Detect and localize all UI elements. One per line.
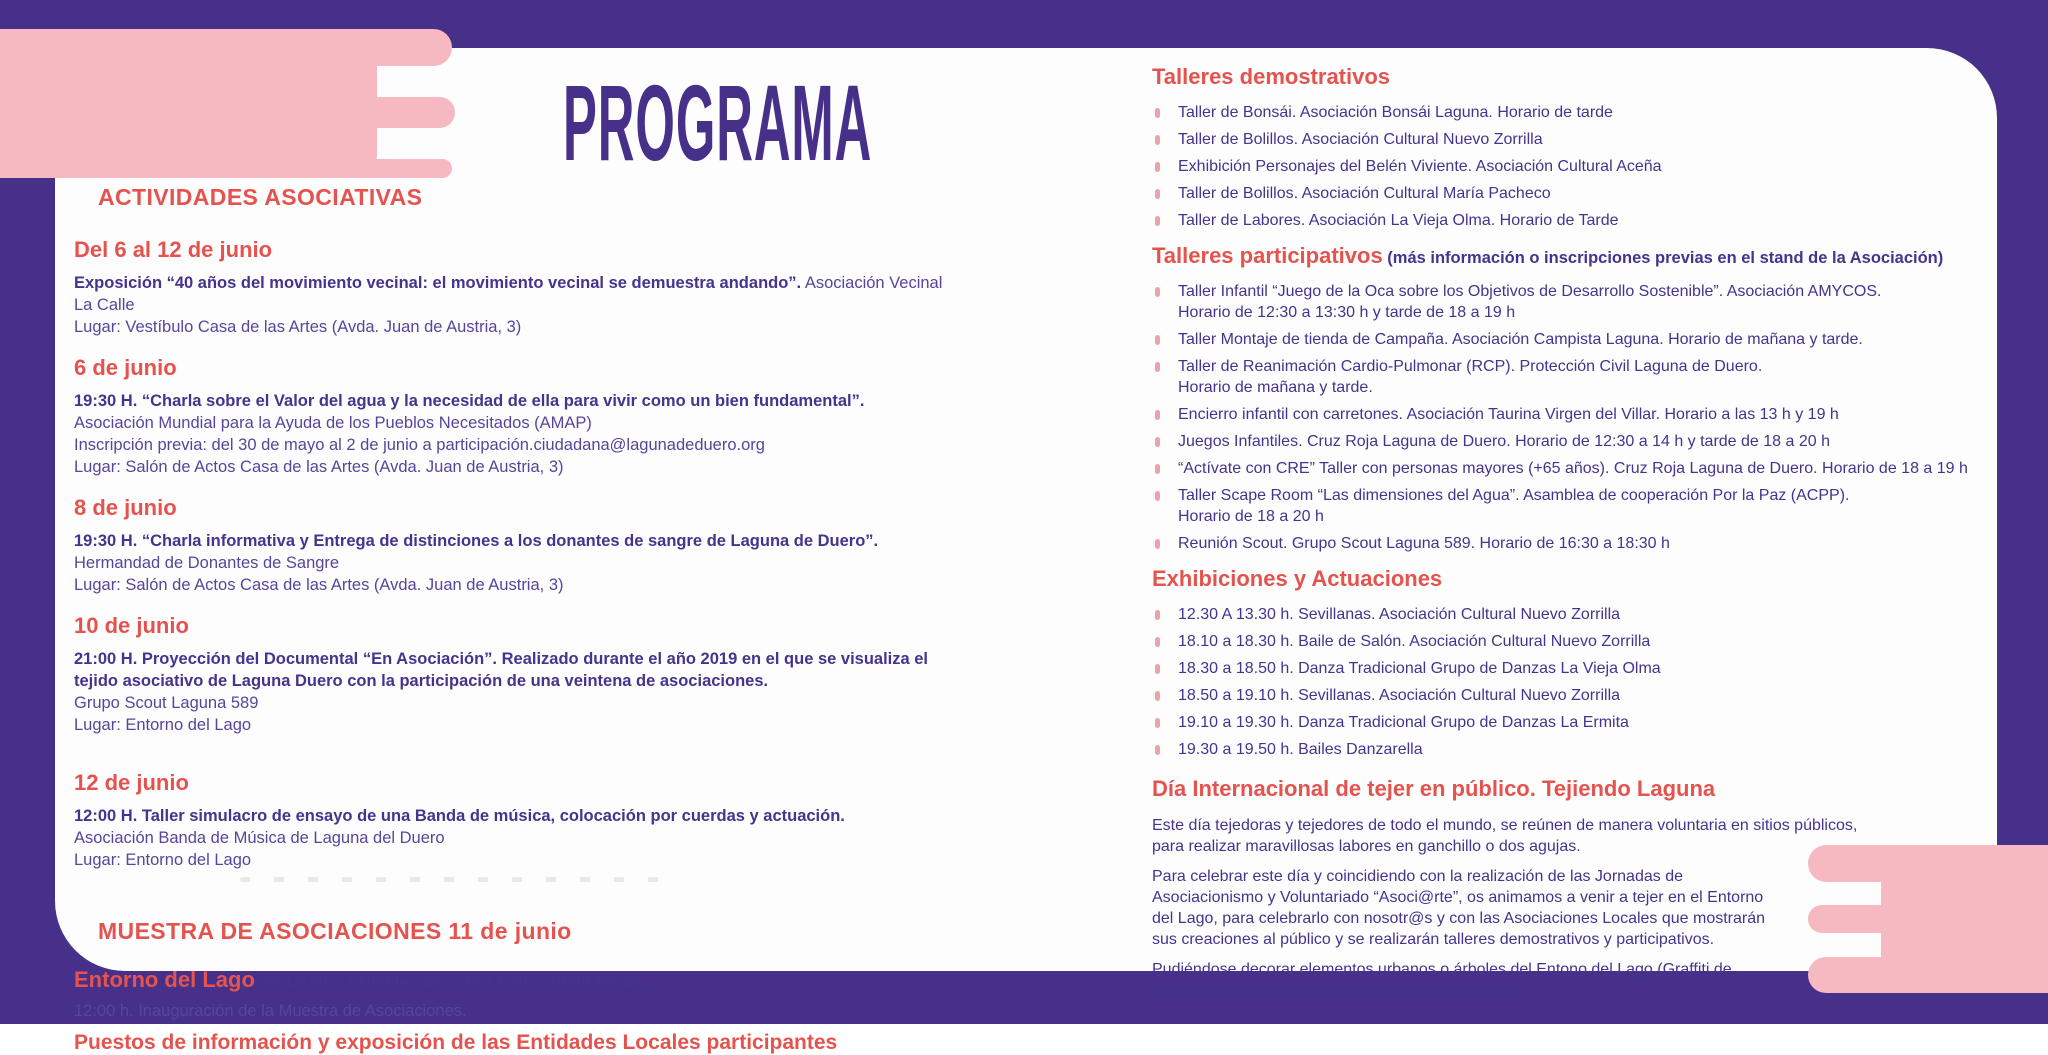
pink-finger: [200, 97, 455, 128]
event-date: Del 6 al 12 de junio: [74, 237, 273, 262]
event-text: 19:30 H. “Charla informativa y Entrega de distinciones a los donantes de sangre de Laguna de Duero”.: [74, 532, 879, 550]
paragraph: [1152, 815, 1892, 857]
list-item: [1152, 739, 1992, 760]
event-text: Asociación Mundial para la Ayuda de los Pueblos Necesitados (AMAP): [74, 414, 592, 432]
list-item-line: Reunión Scout. Grupo Scout Laguna 589. Horario de 16:30 a 18:30 h: [1178, 535, 1670, 552]
event-line: [74, 849, 946, 871]
bullet-icon: [1155, 189, 1160, 199]
bullet-icon: [1155, 610, 1160, 620]
bullet-icon: [1155, 691, 1160, 701]
list-item: [1152, 404, 1992, 425]
event-text: Lugar: Entorno del Lago: [74, 851, 252, 869]
list-item: [1152, 458, 1992, 479]
event-line: [74, 412, 946, 434]
list-item-line: 18.30 a 18.50 h. Danza Tradicional Grupo de Danzas La Vieja Olma: [1178, 660, 1661, 677]
bullet-icon: [1155, 745, 1160, 755]
event-text: Lugar: Salón de Actos Casa de las Artes (Avda. Juan de Austria, 3): [74, 576, 564, 594]
event-date: 8 de junio: [74, 495, 177, 520]
left-column: [74, 184, 946, 1055]
list-item-text: [1178, 631, 1992, 652]
event-line: [74, 316, 946, 338]
list-item-text: [1178, 712, 1992, 733]
bullet-list: [1152, 281, 1992, 554]
list-item-text: [1178, 404, 1992, 425]
event-line: [74, 648, 946, 670]
bullet-icon: [1155, 362, 1160, 372]
list-item-text: [1178, 458, 1992, 479]
event-line: [74, 574, 946, 596]
paragraph-line: del Lago, para celebrarlo con nosotr@s y con las Asociaciones Locales que mostrarán: [1152, 910, 1766, 927]
event-date: 10 de junio: [74, 613, 189, 638]
list-item-line: Juegos Infantiles. Cruz Roja Laguna de Duero. Horario de 12:30 a 14 h y tarde de 18 a 20 h: [1178, 433, 1830, 450]
event-line: [74, 456, 946, 478]
event-text: Lugar: Vestíbulo Casa de las Artes (Avda. Juan de Austria, 3): [74, 318, 522, 336]
right-column: [1152, 64, 1992, 1010]
list-item: [1152, 604, 1992, 625]
list-item-line: Encierro infantil con carretones. Asociación Taurina Virgen del Villar. Horario a las 13 h y 19 h: [1178, 406, 1839, 423]
list-item-line: Taller de Bolillos. Asociación Cultural María Pacheco: [1178, 185, 1551, 202]
event-text: Grupo Scout Laguna 589: [74, 694, 259, 712]
list-item: [1152, 329, 1992, 350]
program-section: [1152, 64, 1992, 231]
list-item-line: Taller de Bonsái. Asociación Bonsái Laguna. Horario de tarde: [1178, 104, 1613, 121]
list-item: [1152, 156, 1992, 177]
bullet-list: [1152, 604, 1992, 760]
event-line: [74, 552, 946, 574]
pink-finger: [200, 29, 452, 66]
bullet-icon: [1155, 718, 1160, 728]
section-heading-note: (más información o inscripciones previas en el stand de la Asociación): [1382, 249, 1944, 267]
section-heading: [1152, 566, 1992, 592]
event-block: [74, 495, 946, 596]
list-item: [1152, 281, 1992, 323]
list-item-text: [1178, 739, 1992, 760]
program-section: [1152, 243, 1992, 554]
list-item-text: [1178, 183, 1992, 204]
pink-hand-shape-top-left: [0, 29, 460, 179]
list-item-text: [1178, 281, 1992, 323]
event-block: [74, 770, 946, 871]
event-text: Hermandad de Donantes de Sangre: [74, 554, 340, 572]
list-item-text: [1178, 356, 1992, 398]
list-item-text: [1178, 129, 1992, 150]
event-line: [74, 390, 946, 412]
event-line: [74, 272, 946, 316]
event-text: Lugar: Entorno del Lago: [74, 716, 252, 734]
list-item-line: 12.30 A 13.30 h. Sevillanas. Asociación Cultural Nuevo Zorrilla: [1178, 606, 1621, 623]
list-item-text: [1178, 431, 1992, 452]
event-text: Asociación Vecinal La Calle: [74, 274, 943, 314]
event-text: 21:00 H. Proyección del Documental “En Asociación”. Realizado durante el año 2019 en el que se visualiza el: [74, 650, 929, 668]
paragraph: [1152, 959, 1892, 1001]
event-text: Asociación Banda de Música de Laguna del Duero: [74, 829, 445, 847]
bullet-icon: [1155, 539, 1160, 549]
list-item: [1152, 102, 1992, 123]
list-item: [1152, 533, 1992, 554]
muestra-footer: Puestos de información y exposición de las Entidades Locales participantes: [74, 1031, 838, 1054]
list-item-text: [1178, 685, 1992, 706]
paragraph-line: Asociacionismo y Voluntariado “Asoci@rte”, os animamos a venir a tejer en el Entorno: [1152, 889, 1764, 906]
list-item-line: Taller Scape Room “Las dimensiones del Agua”. Asamblea de cooperación Por la Paz (ACPP).: [1178, 487, 1850, 504]
event-line: [74, 530, 946, 552]
list-item-line: Taller de Labores. Asociación La Vieja Olma. Horario de Tarde: [1178, 212, 1619, 229]
list-item: [1152, 631, 1992, 652]
bullet-icon: [1155, 664, 1160, 674]
event-line: [74, 670, 946, 692]
events-list: [74, 237, 946, 871]
bullet-icon: [1155, 108, 1160, 118]
paragraph-line: Pudiéndose decorar elementos urbanos o árboles del Entono del Lago (Graffiti de: [1152, 961, 1732, 978]
list-item-text: [1178, 102, 1992, 123]
list-item: [1152, 658, 1992, 679]
pink-finger: [200, 159, 452, 178]
bullet-icon: [1155, 162, 1160, 172]
paragraph-line: Este día tejedoras y tejedores de todo el mundo, se reúnen de manera voluntaria en sitios públicos,: [1152, 817, 1858, 834]
muestra-venue: Entorno del Lago: [74, 967, 255, 992]
list-item: [1152, 129, 1992, 150]
bullet-icon: [1155, 135, 1160, 145]
list-item-text: [1178, 533, 1992, 554]
program-section: [1152, 566, 1992, 760]
event-text: 12:00 H. Taller simulacro de ensayo de una Banda de música, colocación por cuerdas y actuación.: [74, 807, 845, 825]
section-heading-tejer: [1152, 776, 1992, 802]
event-text: tejido asociativo de Laguna Duero con la participación de una veintena de asociaciones.: [74, 672, 769, 690]
list-item-text: [1178, 156, 1992, 177]
list-item-line: 18.50 a 19.10 h. Sevillanas. Asociación Cultural Nuevo Zorrilla: [1178, 687, 1621, 704]
list-item-line: Horario de 12:30 a 13:30 h y tarde de 18 a 19 h: [1178, 304, 1516, 321]
list-item-line: Horario de 18 a 20 h: [1178, 508, 1324, 525]
event-block: [74, 355, 946, 478]
list-item-text: [1178, 485, 1992, 527]
event-line: [74, 692, 946, 714]
muestra-venue-line: [74, 967, 946, 993]
event-date: 12 de junio: [74, 770, 189, 795]
paragraph-line: Para celebrar este día y coincidiendo con la realización de las Jornadas de: [1152, 868, 1683, 885]
list-item-line: Taller Montaje de tienda de Campaña. Asociación Campista Laguna. Horario de mañana y tarde.: [1178, 331, 1863, 348]
bullet-icon: [1155, 437, 1160, 447]
list-item-line: Taller de Reanimación Cardio-Pulmonar (RCP). Protección Civil Laguna de Duero.: [1178, 358, 1763, 375]
list-item-line: Horario de mañana y tarde.: [1178, 379, 1373, 396]
list-item: [1152, 183, 1992, 204]
event-text: Lugar: Salón de Actos Casa de las Artes (Avda. Juan de Austria, 3): [74, 458, 564, 476]
section-heading: [1152, 64, 1992, 90]
paragraph-line: Lana) con los trabajos realizados a lo largo del día.: [1152, 982, 1514, 999]
right-sections: [1152, 64, 1992, 760]
paragraph-line: sus creaciones al público y se realizarán talleres demostrativos y participativos.: [1152, 931, 1715, 948]
event-block: [74, 237, 946, 338]
bullet-icon: [1155, 216, 1160, 226]
bullet-icon: [1155, 287, 1160, 297]
list-item: [1152, 485, 1992, 527]
section-heading-text: Talleres demostrativos: [1152, 64, 1391, 89]
list-item: [1152, 685, 1992, 706]
list-item-line: “Actívate con CRE” Taller con personas mayores (+65 años). Cruz Roja Laguna de Duero. Horario de 18 a 19 h: [1178, 460, 1968, 477]
bullet-icon: [1155, 637, 1160, 647]
section-heading-text: Talleres participativos: [1152, 243, 1383, 268]
list-item-line: Taller Infantil “Juego de la Oca sobre los Objetivos de Desarrollo Sostenible”. Asociación AMYCOS.: [1178, 283, 1882, 300]
section-heading-text: Día Internacional de tejer en público. Tejiendo Laguna: [1152, 776, 1716, 801]
bullet-list: [1152, 102, 1992, 231]
event-line: [74, 805, 946, 827]
section-heading-actividades: ACTIVIDADES ASOCIATIVAS: [98, 184, 423, 210]
muestra-inauguracion: 12:00 h. Inauguración de la Muestra de Asociaciones.: [74, 1002, 467, 1020]
section-heading-muestra: MUESTRA DE ASOCIACIONES 11 de junio: [98, 918, 572, 944]
event-block: [74, 613, 946, 736]
event-date: 6 de junio: [74, 355, 177, 380]
list-item-line: 19.10 a 19.30 h. Danza Tradicional Grupo de Danzas La Ermita: [1178, 714, 1629, 731]
list-item-text: [1178, 658, 1992, 679]
event-text: Inscripción previa: del 30 de mayo al 2 de junio a participación.ciudadana@lagunadeduero.org: [74, 436, 765, 454]
list-item-text: [1178, 604, 1992, 625]
list-item-text: [1178, 210, 1992, 231]
section-heading: [1152, 243, 1992, 269]
bullet-icon: [1155, 491, 1160, 501]
list-item: [1152, 712, 1992, 733]
list-item-line: Taller de Bolillos. Asociación Cultural Nuevo Zorrilla: [1178, 131, 1543, 148]
list-item-line: 19.30 a 19.50 h. Bailes Danzarella: [1178, 741, 1423, 758]
list-item-text: [1178, 329, 1992, 350]
section-heading-text: Exhibiciones y Actuaciones: [1152, 566, 1443, 591]
bullet-icon: [1155, 464, 1160, 474]
list-item-line: Exhibición Personajes del Belén Viviente. Asociación Cultural Aceña: [1178, 158, 1662, 175]
paragraph-line: para realizar maravillosas labores en ganchillo o dos agujas.: [1152, 838, 1581, 855]
event-text: Exposición “40 años del movimiento vecinal: el movimiento vecinal se demuestra andando”.: [74, 274, 802, 292]
bullet-icon: [1155, 410, 1160, 420]
event-text: 19:30 H. “Charla sobre el Valor del agua y la necesidad de ella para vivir como un bien fundamental”.: [74, 392, 865, 410]
page-title: [563, 62, 1221, 183]
tejer-paragraphs: [1152, 815, 1992, 1001]
list-item-line: 18.10 a 18.30 h. Baile de Salón. Asociación Cultural Nuevo Zorrilla: [1178, 633, 1651, 650]
bullet-icon: [1155, 335, 1160, 345]
list-item: [1152, 210, 1992, 231]
list-item: [1152, 431, 1992, 452]
page-title-text: PROGRAMA: [563, 62, 873, 183]
list-item: [1152, 356, 1992, 398]
event-line: [74, 434, 946, 456]
muestra-hours: de 12:00 a 14:00 horas y de 17:30 a 20:00 horas.: [254, 972, 647, 991]
erased-text-artifact: [240, 877, 670, 882]
paragraph: [1152, 866, 1892, 950]
event-line: [74, 827, 946, 849]
event-line: [74, 714, 946, 736]
